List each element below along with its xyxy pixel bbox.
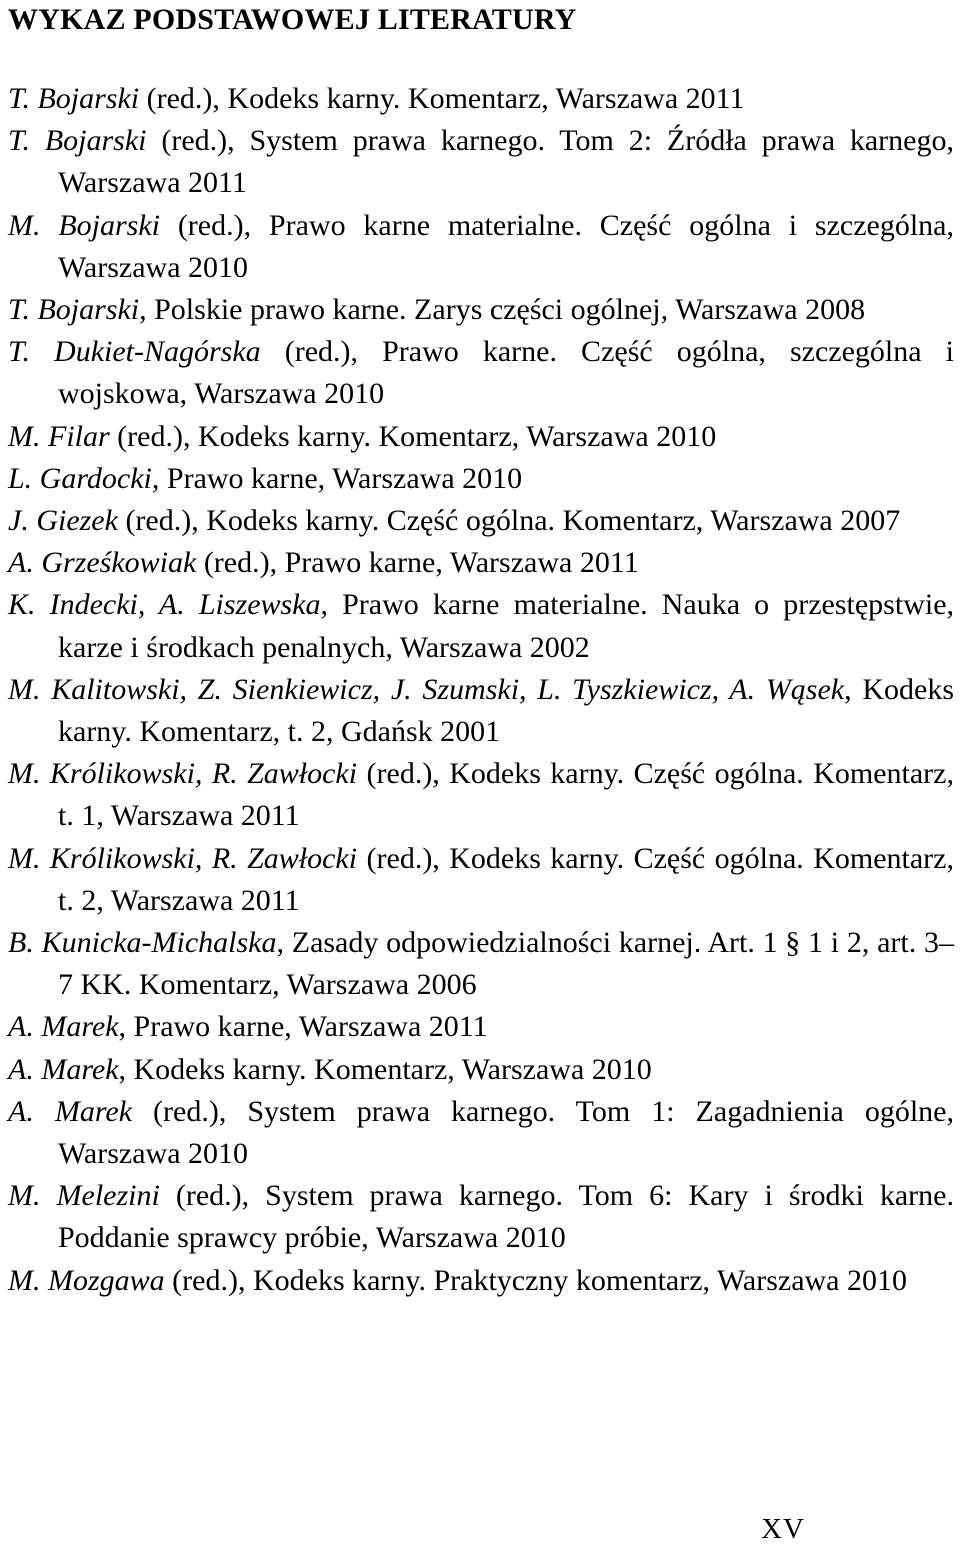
entry-authors: M. Filar [8, 419, 110, 453]
entry-authors: M. Melezini [8, 1179, 160, 1213]
bibliography-entry [8, 922, 954, 1006]
bibliography-entry [8, 458, 954, 500]
entry-details: (red.), Kodeks karny. Część ogólna. Komentarz, t. 2, Warszawa 2011 [58, 841, 954, 917]
entry-authors: M. Królikowski, R. Zawłocki [8, 757, 358, 791]
bibliography-entry [8, 1175, 954, 1259]
entry-authors: T. Bojarski [8, 293, 140, 327]
entry-details: , Prawo karne, Warszawa 2010 [151, 461, 523, 495]
bibliography-entry [8, 78, 954, 120]
entry-details: (red.), Kodeks karny. Komentarz, Warszawa 2010 [109, 419, 717, 453]
document-page [8, 0, 954, 1302]
entry-details: (red.), Prawo karne. Część ogólna, szczególna i wojskowa, Warszawa 2010 [58, 335, 954, 411]
entry-details: (red.), Kodeks karny. Część ogólna. Komentarz, Warszawa 2007 [117, 504, 901, 538]
bibliography-entry [8, 331, 954, 415]
entry-authors: J. Giezek [8, 504, 118, 538]
bibliography-entry [8, 1091, 954, 1175]
entry-details: (red.), System prawa karnego. Tom 2: Źródła prawa karnego, Warszawa 2011 [58, 124, 954, 200]
entry-authors: M. Bojarski [8, 208, 160, 242]
entry-authors: T. Bojarski [8, 124, 147, 158]
entry-authors: A. Marek [8, 1052, 119, 1086]
bibliography-entry [8, 669, 954, 753]
entry-details: , Polskie prawo karne. Zarys części ogólnej, Warszawa 2008 [139, 293, 866, 327]
entry-details: , Prawo karne materialne. Nauka o przestępstwie, karze i środkach penalnych, Warszawa 2002 [58, 588, 955, 664]
bibliography-entry [8, 1049, 954, 1091]
bibliography-entry [8, 289, 954, 331]
entry-details: , Zasady odpowiedzialności karnej. Art. 1 § 1 i 2, art. 3–7 KK. Komentarz, Warszawa 2006 [58, 926, 954, 1002]
bibliography-entry [8, 753, 954, 837]
entry-authors: T. Bojarski [8, 82, 140, 115]
entry-authors: M. Kalitowski, Z. Sienkiewicz, J. Szumski, L. Tyszkiewicz, A. Wąsek [8, 672, 845, 706]
entry-authors: T. Dukiet-Nagórska [8, 335, 261, 369]
bibliography-entry [8, 584, 954, 668]
entry-authors: M. Królikowski, R. Zawłocki [8, 841, 358, 875]
bibliography-entry [8, 205, 954, 289]
entry-details: (red.), Kodeks karny. Komentarz, Warszawa 2011 [139, 82, 745, 115]
bibliography-list [8, 78, 954, 1302]
bibliography-entry [8, 1260, 954, 1302]
entry-details: , Kodeks karny. Komentarz, Warszawa 2010 [118, 1052, 652, 1086]
entry-authors: A. Marek [8, 1010, 119, 1044]
entry-authors: B. Kunicka-Michalska [8, 926, 277, 960]
bibliography-entry [8, 416, 954, 458]
entry-details: (red.), Prawo karne, Warszawa 2011 [196, 546, 639, 580]
entry-details: (red.), System prawa karnego. Tom 1: Zagadnienia ogólne, Warszawa 2010 [58, 1094, 954, 1171]
bibliography-entry [8, 838, 954, 922]
bibliography-entry [8, 1006, 954, 1048]
bibliography-entry [8, 120, 954, 204]
entry-details: (red.), Kodeks karny. Praktyczny komentarz, Warszawa 2010 [164, 1263, 907, 1297]
entry-details: (red.), Kodeks karny. Część ogólna. Komentarz, t. 1, Warszawa 2011 [58, 757, 954, 833]
entry-details: (red.), System prawa karnego. Tom 6: Kary i środki karne. Poddanie sprawcy próbie, Warszawa 2010 [58, 1179, 954, 1255]
entry-authors: A. Marek [8, 1094, 133, 1128]
entry-authors: L. Gardocki [8, 461, 152, 495]
entry-details: , Prawo karne, Warszawa 2011 [118, 1010, 488, 1044]
page-number: XV [761, 1513, 805, 1545]
bibliography-entry [8, 500, 954, 542]
entry-authors: A. Grześkowiak [8, 546, 197, 580]
entry-details: (red.), Prawo karne materialne. Część ogólna i szczególna, Warszawa 2010 [58, 208, 954, 284]
entry-authors: K. Indecki, A. Liszewska [8, 588, 321, 622]
entry-details: , Kodeks karny. Komentarz, t. 2, Gdańsk 2001 [58, 672, 954, 749]
page-title: WYKAZ PODSTAWOWEJ LITERATURY [8, 3, 577, 36]
entry-authors: M. Mozgawa [8, 1263, 165, 1297]
bibliography-entry [8, 542, 954, 584]
